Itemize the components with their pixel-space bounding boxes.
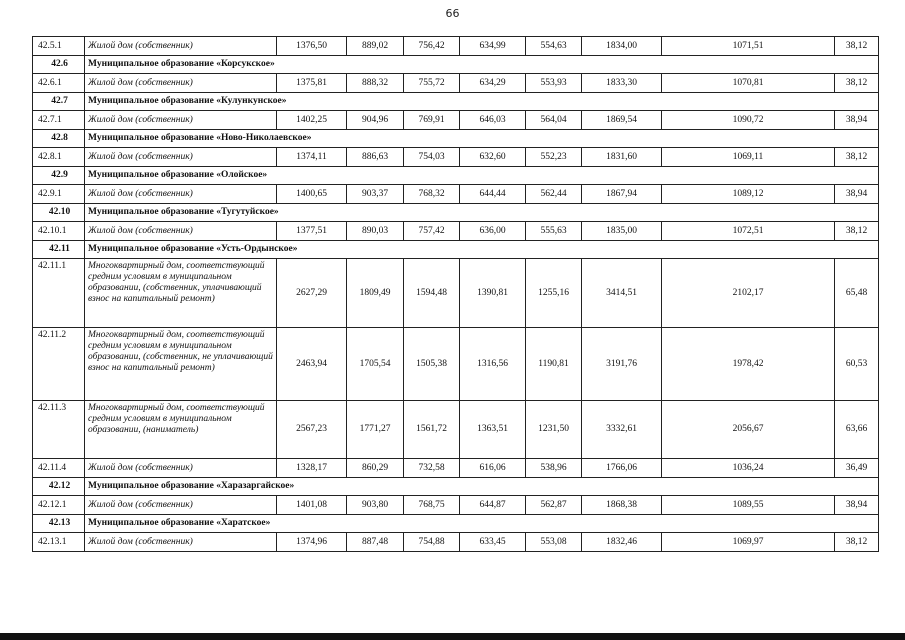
scan-bottom-edge bbox=[0, 633, 905, 640]
table-row bbox=[33, 222, 879, 241]
section-code: 42.7 bbox=[33, 93, 85, 111]
value-cell: 889,02 bbox=[347, 37, 404, 56]
section-code: 42.13 bbox=[33, 515, 85, 533]
value-cell: 1089,55 bbox=[662, 496, 835, 515]
value-cell: 562,44 bbox=[526, 185, 582, 204]
value-cell: 564,04 bbox=[526, 111, 582, 130]
value-cell: 1705,54 bbox=[347, 328, 404, 401]
table-row bbox=[33, 533, 879, 552]
value-cell: 38,94 bbox=[835, 111, 879, 130]
value-cell: 1090,72 bbox=[662, 111, 835, 130]
value-cell: 768,32 bbox=[404, 185, 460, 204]
row-code: 42.11.4 bbox=[33, 459, 85, 478]
value-cell: 553,08 bbox=[526, 533, 582, 552]
table-row bbox=[33, 148, 879, 167]
value-cell: 2463,94 bbox=[277, 328, 347, 401]
row-code: 42.7.1 bbox=[33, 111, 85, 130]
value-cell: 646,03 bbox=[460, 111, 526, 130]
value-cell: 36,49 bbox=[835, 459, 879, 478]
row-description: Жилой дом (собственник) bbox=[85, 185, 277, 204]
tariff-table bbox=[32, 36, 879, 552]
value-cell: 65,48 bbox=[835, 259, 879, 328]
table-row bbox=[33, 185, 879, 204]
value-cell: 2056,67 bbox=[662, 401, 835, 459]
value-cell: 768,75 bbox=[404, 496, 460, 515]
section-code: 42.6 bbox=[33, 56, 85, 74]
row-code: 42.11.1 bbox=[33, 259, 85, 328]
value-cell: 644,44 bbox=[460, 185, 526, 204]
value-cell: 1376,50 bbox=[277, 37, 347, 56]
row-description: Жилой дом (собственник) bbox=[85, 496, 277, 515]
value-cell: 636,00 bbox=[460, 222, 526, 241]
value-cell: 1978,42 bbox=[662, 328, 835, 401]
value-cell: 616,06 bbox=[460, 459, 526, 478]
value-cell: 903,80 bbox=[347, 496, 404, 515]
row-description: Жилой дом (собственник) bbox=[85, 37, 277, 56]
table-row bbox=[33, 401, 879, 459]
table-row bbox=[33, 259, 879, 328]
section-title: Муниципальное образование «Харатское» bbox=[85, 515, 879, 533]
row-description: Жилой дом (собственник) bbox=[85, 74, 277, 93]
table-row bbox=[33, 37, 879, 56]
value-cell: 886,63 bbox=[347, 148, 404, 167]
value-cell: 1869,54 bbox=[582, 111, 662, 130]
value-cell: 1835,00 bbox=[582, 222, 662, 241]
section-title: Муниципальное образование «Усть-Ордынское» bbox=[85, 241, 879, 259]
value-cell: 538,96 bbox=[526, 459, 582, 478]
value-cell: 1374,96 bbox=[277, 533, 347, 552]
row-code: 42.6.1 bbox=[33, 74, 85, 93]
value-cell: 1831,60 bbox=[582, 148, 662, 167]
value-cell: 2102,17 bbox=[662, 259, 835, 328]
value-cell: 757,42 bbox=[404, 222, 460, 241]
value-cell: 887,48 bbox=[347, 533, 404, 552]
value-cell: 1255,16 bbox=[526, 259, 582, 328]
value-cell: 1390,81 bbox=[460, 259, 526, 328]
value-cell: 756,42 bbox=[404, 37, 460, 56]
value-cell: 1766,06 bbox=[582, 459, 662, 478]
value-cell: 1328,17 bbox=[277, 459, 347, 478]
row-code: 42.12.1 bbox=[33, 496, 85, 515]
value-cell: 1832,46 bbox=[582, 533, 662, 552]
value-cell: 769,91 bbox=[404, 111, 460, 130]
row-description: Жилой дом (собственник) bbox=[85, 459, 277, 478]
value-cell: 903,37 bbox=[347, 185, 404, 204]
value-cell: 1069,11 bbox=[662, 148, 835, 167]
value-cell: 633,45 bbox=[460, 533, 526, 552]
section-row bbox=[33, 515, 879, 533]
section-row bbox=[33, 241, 879, 259]
page-number: 66 bbox=[445, 7, 460, 20]
section-code: 42.10 bbox=[33, 204, 85, 222]
row-description: Многоквартирный дом, соответствующий средним условиям в муниципальном образовании, (собственник, уплачивающий взнос на капитальный ремонт) bbox=[85, 259, 277, 328]
section-row bbox=[33, 130, 879, 148]
value-cell: 38,12 bbox=[835, 222, 879, 241]
value-cell: 755,72 bbox=[404, 74, 460, 93]
value-cell: 1834,00 bbox=[582, 37, 662, 56]
table-row bbox=[33, 496, 879, 515]
value-cell: 552,23 bbox=[526, 148, 582, 167]
value-cell: 904,96 bbox=[347, 111, 404, 130]
value-cell: 555,63 bbox=[526, 222, 582, 241]
section-title: Муниципальное образование «Тугутуйское» bbox=[85, 204, 879, 222]
value-cell: 1505,38 bbox=[404, 328, 460, 401]
value-cell: 632,60 bbox=[460, 148, 526, 167]
value-cell: 1809,49 bbox=[347, 259, 404, 328]
value-cell: 860,29 bbox=[347, 459, 404, 478]
value-cell: 1072,51 bbox=[662, 222, 835, 241]
row-description: Многоквартирный дом, соответствующий средним условиям в муниципальном образовании, (наниматель) bbox=[85, 401, 277, 459]
section-row bbox=[33, 204, 879, 222]
value-cell: 634,99 bbox=[460, 37, 526, 56]
value-cell: 1070,81 bbox=[662, 74, 835, 93]
value-cell: 38,12 bbox=[835, 148, 879, 167]
tariff-table-container bbox=[32, 36, 878, 552]
value-cell: 1771,27 bbox=[347, 401, 404, 459]
value-cell: 1833,30 bbox=[582, 74, 662, 93]
value-cell: 1231,50 bbox=[526, 401, 582, 459]
value-cell: 562,87 bbox=[526, 496, 582, 515]
value-cell: 38,12 bbox=[835, 37, 879, 56]
value-cell: 634,29 bbox=[460, 74, 526, 93]
value-cell: 38,94 bbox=[835, 185, 879, 204]
row-description: Жилой дом (собственник) bbox=[85, 222, 277, 241]
section-code: 42.12 bbox=[33, 478, 85, 496]
value-cell: 38,12 bbox=[835, 533, 879, 552]
value-cell: 1402,25 bbox=[277, 111, 347, 130]
row-description: Жилой дом (собственник) bbox=[85, 111, 277, 130]
section-row bbox=[33, 167, 879, 185]
value-cell: 554,63 bbox=[526, 37, 582, 56]
value-cell: 1069,97 bbox=[662, 533, 835, 552]
section-title: Муниципальное образование «Ново-Николаевское» bbox=[85, 130, 879, 148]
value-cell: 1190,81 bbox=[526, 328, 582, 401]
section-title: Муниципальное образование «Кулункунское» bbox=[85, 93, 879, 111]
value-cell: 3414,51 bbox=[582, 259, 662, 328]
value-cell: 3191,76 bbox=[582, 328, 662, 401]
value-cell: 1868,38 bbox=[582, 496, 662, 515]
value-cell: 1594,48 bbox=[404, 259, 460, 328]
value-cell: 1071,51 bbox=[662, 37, 835, 56]
value-cell: 1400,65 bbox=[277, 185, 347, 204]
section-title: Муниципальное образование «Олойское» bbox=[85, 167, 879, 185]
row-code: 42.9.1 bbox=[33, 185, 85, 204]
value-cell: 754,88 bbox=[404, 533, 460, 552]
table-body bbox=[33, 37, 879, 552]
value-cell: 1036,24 bbox=[662, 459, 835, 478]
section-row bbox=[33, 478, 879, 496]
value-cell: 63,66 bbox=[835, 401, 879, 459]
row-code: 42.11.2 bbox=[33, 328, 85, 401]
value-cell: 60,53 bbox=[835, 328, 879, 401]
value-cell: 1375,81 bbox=[277, 74, 347, 93]
row-description: Жилой дом (собственник) bbox=[85, 533, 277, 552]
value-cell: 2627,29 bbox=[277, 259, 347, 328]
row-description: Жилой дом (собственник) bbox=[85, 148, 277, 167]
value-cell: 1561,72 bbox=[404, 401, 460, 459]
value-cell: 732,58 bbox=[404, 459, 460, 478]
table-row bbox=[33, 459, 879, 478]
section-title: Муниципальное образование «Корсукское» bbox=[85, 56, 879, 74]
value-cell: 644,87 bbox=[460, 496, 526, 515]
value-cell: 1377,51 bbox=[277, 222, 347, 241]
value-cell: 3332,61 bbox=[582, 401, 662, 459]
section-code: 42.11 bbox=[33, 241, 85, 259]
section-code: 42.8 bbox=[33, 130, 85, 148]
row-code: 42.10.1 bbox=[33, 222, 85, 241]
value-cell: 1316,56 bbox=[460, 328, 526, 401]
value-cell: 1867,94 bbox=[582, 185, 662, 204]
value-cell: 888,32 bbox=[347, 74, 404, 93]
row-code: 42.5.1 bbox=[33, 37, 85, 56]
value-cell: 1363,51 bbox=[460, 401, 526, 459]
value-cell: 890,03 bbox=[347, 222, 404, 241]
value-cell: 1374,11 bbox=[277, 148, 347, 167]
row-code: 42.11.3 bbox=[33, 401, 85, 459]
value-cell: 38,12 bbox=[835, 74, 879, 93]
section-code: 42.9 bbox=[33, 167, 85, 185]
value-cell: 38,94 bbox=[835, 496, 879, 515]
table-row bbox=[33, 74, 879, 93]
row-code: 42.13.1 bbox=[33, 533, 85, 552]
table-row bbox=[33, 328, 879, 401]
value-cell: 754,03 bbox=[404, 148, 460, 167]
value-cell: 1401,08 bbox=[277, 496, 347, 515]
section-row bbox=[33, 56, 879, 74]
row-description: Многоквартирный дом, соответствующий средним условиям в муниципальном образовании, (собственник, не уплачивающий взнос на капитальный ремонт) bbox=[85, 328, 277, 401]
value-cell: 1089,12 bbox=[662, 185, 835, 204]
row-code: 42.8.1 bbox=[33, 148, 85, 167]
value-cell: 2567,23 bbox=[277, 401, 347, 459]
section-title: Муниципальное образование «Харазаргайское» bbox=[85, 478, 879, 496]
table-row bbox=[33, 111, 879, 130]
section-row bbox=[33, 93, 879, 111]
value-cell: 553,93 bbox=[526, 74, 582, 93]
